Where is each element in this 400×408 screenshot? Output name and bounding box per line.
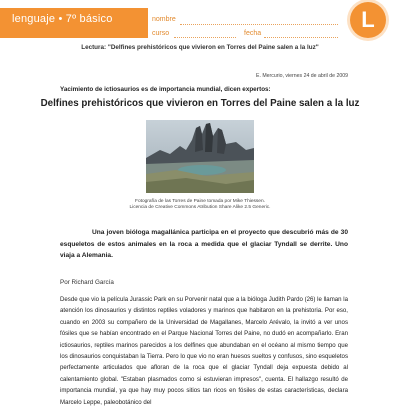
curso-field[interactable] [174, 37, 236, 38]
curso-label: curso [152, 30, 170, 37]
fecha-field[interactable] [264, 37, 338, 38]
body-paragraph: Desde que vio la película Jurassic Park en su Porvenir natal que a la bióloga Judith Pardo (26) le llaman la atención los dinosaurios y distintos reptiles voladores y marinos que habitaron en la prehistoria. Por eso, cuando en 2003 su compañero de la Universidad de Magallanes, Marcelo Arévalo, la invitó a ver unos fósiles que se habían encontrado en el Parque Nacional Torres del Paine, no dudó en acompañarlo. Eran ictiosaurios, reptiles marinos parecidos a los delfines que abundaban en el océano al mismo tiempo que los dinosaurios conquistaban la Tierra. Pero lo que vio no eran huesos sueltos y confusos, sino esqueletos perfectamente articulados que afloran de la roca que el glaciar Tyndall deja expuesta debido al calentamiento global. "Estaban plasmados como si estuvieran impresos", cuenta. El hallazgo resultó de importancia mundial, ya que hay muy pocos sitios tan ricos en fósiles de estas características, declara Marcelo Leppe, paleobotánico del [60, 296, 348, 406]
nombre-label: nombre [152, 16, 176, 23]
caption-line-1: Fotografía de las Torres de Paine tomada por Mike Thiessen. [135, 199, 265, 204]
mountain-landscape-image [146, 120, 254, 193]
nombre-field[interactable] [180, 24, 338, 25]
lead-paragraph: Una joven bióloga magallánica participa en el proyecto que descubrió más de 30 esqueletos de estos animales en la roca a medida que el glaciar Tyndall se derrite. Uno viaja a Alemania. [60, 229, 348, 259]
byline: Por Richard García [60, 279, 114, 286]
subject-label: lenguaje • 7º básico [12, 13, 113, 25]
worksheet-header [0, 0, 400, 38]
article-headline: Delfines prehistóricos que vivieron en Torres del Paine salen a la luz [40, 98, 360, 109]
lectura-title: Lectura: "Delfines prehistóricos que vivieron en Torres del Paine salen a la luz" [81, 44, 319, 51]
fecha-label: fecha [244, 30, 262, 37]
torres-del-paine-photo [146, 120, 254, 193]
kicker: Yacimiento de ictiosaurios es de importancia mundial, dicen expertos: [60, 86, 271, 93]
subject-logo [350, 2, 386, 38]
photo-caption [110, 199, 290, 212]
logo-letter: L [361, 7, 375, 32]
dateline: E. Mercurio, viernes 24 de abril de 2009 [256, 73, 348, 79]
caption-line-2: Licencia de Creative Commons Atribution Share Alike 2.5 Generic. [129, 205, 271, 211]
